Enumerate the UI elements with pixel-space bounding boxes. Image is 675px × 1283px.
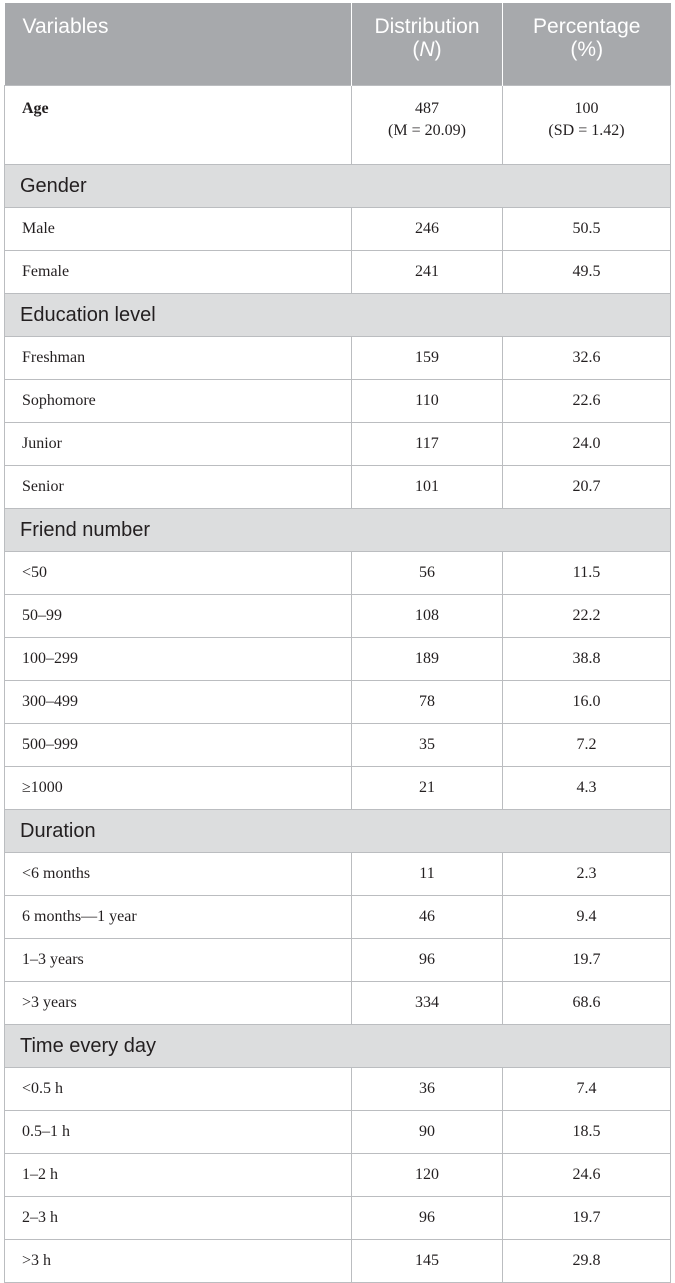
- row-label: 6 months—1 year: [5, 896, 352, 939]
- header-distribution-n: N: [419, 38, 435, 61]
- age-pct: 100: [574, 100, 599, 117]
- table-row: [5, 638, 671, 681]
- age-mean: (M = 20.09): [388, 122, 466, 139]
- row-pct: 32.6: [503, 337, 671, 380]
- row-pct: 7.2: [503, 724, 671, 767]
- row-n: 334: [352, 982, 503, 1025]
- table-row: [5, 552, 671, 595]
- row-label: 100–299: [5, 638, 352, 681]
- row-pct: 4.3: [503, 767, 671, 810]
- table-row: [5, 423, 671, 466]
- header-distribution: Distribution (N): [352, 3, 503, 86]
- row-label: <0.5 h: [5, 1068, 352, 1111]
- row-label: Senior: [5, 466, 352, 509]
- row-label: 300–499: [5, 681, 352, 724]
- table-row: [5, 1240, 671, 1283]
- row-pct: 11.5: [503, 552, 671, 595]
- row-n: 78: [352, 681, 503, 724]
- category-title: Duration: [5, 810, 671, 853]
- row-label: <50: [5, 552, 352, 595]
- row-n: 101: [352, 466, 503, 509]
- row-n: 145: [352, 1240, 503, 1283]
- row-n: 46: [352, 896, 503, 939]
- row-n: 21: [352, 767, 503, 810]
- row-n: 159: [352, 337, 503, 380]
- row-pct: 9.4: [503, 896, 671, 939]
- table-row: [5, 1197, 671, 1240]
- age-pct-cell: [503, 86, 671, 165]
- table-row: [5, 251, 671, 294]
- row-label: >3 h: [5, 1240, 352, 1283]
- row-n: 189: [352, 638, 503, 681]
- row-pct: 22.6: [503, 380, 671, 423]
- age-label: Age: [5, 86, 352, 165]
- table-row: [5, 853, 671, 896]
- row-pct: 22.2: [503, 595, 671, 638]
- table-row: [5, 595, 671, 638]
- row-n: 36: [352, 1068, 503, 1111]
- row-pct: 29.8: [503, 1240, 671, 1283]
- row-pct: 18.5: [503, 1111, 671, 1154]
- header-percentage-label: Percentage: [533, 15, 641, 38]
- table-row: [5, 896, 671, 939]
- age-n-cell: [352, 86, 503, 165]
- category-row: [5, 1025, 671, 1068]
- row-pct: 24.6: [503, 1154, 671, 1197]
- row-pct: 20.7: [503, 466, 671, 509]
- row-pct: 68.6: [503, 982, 671, 1025]
- row-label: Freshman: [5, 337, 352, 380]
- table-row: [5, 724, 671, 767]
- row-n: 96: [352, 939, 503, 982]
- header-row: [5, 3, 671, 86]
- row-n: 96: [352, 1197, 503, 1240]
- table-row: [5, 681, 671, 724]
- row-label: 500–999: [5, 724, 352, 767]
- age-sd: (SD = 1.42): [548, 122, 625, 139]
- row-label: Sophomore: [5, 380, 352, 423]
- table-row: [5, 767, 671, 810]
- row-label: <6 months: [5, 853, 352, 896]
- row-label: Junior: [5, 423, 352, 466]
- row-n: 56: [352, 552, 503, 595]
- category-title: Friend number: [5, 509, 671, 552]
- table-row: [5, 337, 671, 380]
- row-n: 90: [352, 1111, 503, 1154]
- category-title: Gender: [5, 165, 671, 208]
- row-n: 241: [352, 251, 503, 294]
- row-label: 50–99: [5, 595, 352, 638]
- row-pct: 49.5: [503, 251, 671, 294]
- age-n: 487: [415, 100, 439, 117]
- row-n: 246: [352, 208, 503, 251]
- row-n: 11: [352, 853, 503, 896]
- row-label: 1–2 h: [5, 1154, 352, 1197]
- category-row: [5, 294, 671, 337]
- row-pct: 16.0: [503, 681, 671, 724]
- row-n: 108: [352, 595, 503, 638]
- table-row: [5, 939, 671, 982]
- age-row: [5, 86, 671, 165]
- demographics-table: [4, 3, 671, 1283]
- table-row: [5, 1111, 671, 1154]
- row-pct: 24.0: [503, 423, 671, 466]
- row-n: 35: [352, 724, 503, 767]
- row-n: 120: [352, 1154, 503, 1197]
- table-row: [5, 466, 671, 509]
- table-row: [5, 982, 671, 1025]
- table-row: [5, 380, 671, 423]
- row-pct: 7.4: [503, 1068, 671, 1111]
- category-row: [5, 810, 671, 853]
- row-label: >3 years: [5, 982, 352, 1025]
- row-label: 2–3 h: [5, 1197, 352, 1240]
- table-row: [5, 1068, 671, 1111]
- table-row: [5, 1154, 671, 1197]
- row-label: Male: [5, 208, 352, 251]
- row-label: 1–3 years: [5, 939, 352, 982]
- row-pct: 19.7: [503, 1197, 671, 1240]
- category-title: Time every day: [5, 1025, 671, 1068]
- row-pct: 2.3: [503, 853, 671, 896]
- row-label: Female: [5, 251, 352, 294]
- header-distribution-label: Distribution: [374, 15, 480, 38]
- category-title: Education level: [5, 294, 671, 337]
- row-n: 110: [352, 380, 503, 423]
- row-n: 117: [352, 423, 503, 466]
- category-row: [5, 165, 671, 208]
- row-pct: 38.8: [503, 638, 671, 681]
- row-label: ≥1000: [5, 767, 352, 810]
- row-pct: 50.5: [503, 208, 671, 251]
- category-row: [5, 509, 671, 552]
- table-row: [5, 208, 671, 251]
- header-percentage-unit: (%): [570, 38, 604, 61]
- row-label: 0.5–1 h: [5, 1111, 352, 1154]
- header-variables: Variables: [5, 3, 352, 86]
- row-pct: 19.7: [503, 939, 671, 982]
- header-percentage: [503, 3, 671, 86]
